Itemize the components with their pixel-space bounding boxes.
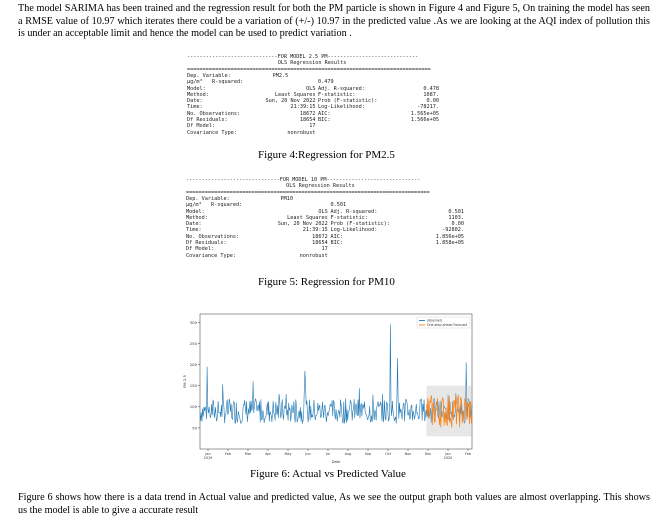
ols-row-value: Least Squares — [274, 91, 316, 98]
ols-row-value: 21:39:15 — [290, 104, 316, 111]
x-tick-label: 2019 — [203, 456, 213, 460]
ols-row-value-2: 1.856e+05 — [435, 233, 464, 240]
y-tick-label: 300 — [189, 319, 197, 325]
x-tick-label: Jan — [205, 452, 211, 456]
ols-row-label: Df Model: — [186, 246, 215, 253]
ols-rule: ============================================================================== — [186, 189, 430, 196]
x-tick-label: Sep — [364, 452, 372, 456]
ols-row-label: µg/m³ R-squared: — [187, 79, 244, 86]
figure-5-caption: Figure 5: Regression for PM10 — [258, 276, 395, 288]
ols-row-label-2: Adj. R-squared: — [330, 208, 378, 215]
ols-row-value: PM10 — [280, 195, 294, 202]
ols-row-label-2: Log-Likelihood: — [318, 104, 365, 111]
ols-row-label: Method: — [187, 91, 209, 98]
ols-row-label-2: Adj. R-squared: — [318, 85, 365, 92]
ols-row-label: Date: — [186, 221, 202, 228]
actual-vs-predicted-chart — [180, 308, 480, 466]
ols-banner: ------------------------------FOR MODEL 10 PM------------------------------ — [186, 177, 421, 183]
ols-row-value: Least Squares — [287, 214, 328, 221]
x-tick-label: Apr — [265, 452, 271, 456]
ols-row-label-2: Prob (F-statistic): — [330, 221, 390, 228]
ols-row-value: 17 — [309, 123, 316, 130]
y-axis-label: PM 2.5 — [182, 375, 187, 388]
ols-row-label-2: BIC: — [318, 117, 331, 123]
y-tick-label: 200 — [189, 362, 197, 368]
x-tick-label: Jun — [305, 452, 311, 456]
ols-row-label: Time: — [187, 104, 203, 111]
x-tick-label: Feb — [224, 452, 232, 456]
y-tick-label: 100 — [189, 404, 197, 410]
ols-row-value: 21:39:15 — [302, 227, 328, 234]
forecast-confidence-band — [426, 386, 472, 437]
ols-row-value: 17 — [321, 246, 328, 253]
ols-row-value-2: 1103. — [448, 214, 464, 221]
y-tick-label: 250 — [189, 340, 197, 346]
x-tick-label: Jan — [445, 452, 451, 456]
legend-label: observed — [427, 318, 442, 323]
figure-4-caption: Figure 4:Regression for PM2.5 — [258, 149, 395, 161]
ols-row-label-2: Prob (F-statistic): — [318, 98, 378, 105]
ols-row-value-2: 0.00 — [426, 98, 439, 105]
y-tick-label: 50 — [192, 425, 197, 431]
ols-rule: ============================================================================== — [187, 66, 431, 73]
ols-row-label: Covariance Type: — [187, 129, 237, 136]
ols-row-label-2: Log-Likelihood: — [330, 227, 378, 234]
ols-row-value: Sun, 20 Nov 2022 — [277, 221, 328, 228]
ols-row-value-2: 0.501 — [330, 202, 347, 209]
ols-row-label: Date: — [187, 98, 203, 105]
x-tick-label: Feb — [464, 452, 472, 456]
legend-label: One-step ahead Forecast — [427, 323, 467, 328]
ols-regression-pm10 — [186, 177, 464, 259]
x-tick-label: May — [284, 452, 292, 456]
ols-row-value: 18654 — [299, 117, 316, 123]
figure-6-caption: Figure 6: Actual vs Predicted Value — [250, 468, 406, 480]
x-tick-label: Mar — [244, 452, 252, 456]
ols-row-label: No. Observations: — [186, 233, 240, 240]
x-tick-label: Jul — [325, 452, 331, 456]
ols-row-value: nonrobust — [299, 252, 328, 259]
ols-row-label: Df Residuals: — [187, 117, 228, 123]
ols-row-label: Df Model: — [187, 123, 216, 130]
ols-row-value: OLS — [318, 208, 328, 215]
ols-title: OLS Regression Results — [277, 60, 347, 67]
y-tick-label: 150 — [189, 383, 197, 389]
ols-row-label: Covariance Type: — [186, 252, 236, 259]
ols-row-label: Dep. Variable: — [187, 72, 231, 79]
ols-title: OLS Regression Results — [286, 183, 355, 190]
ols-row-value-2: 1087. — [423, 91, 439, 98]
ols-row-label-2: BIC: — [330, 240, 344, 246]
ols-row-value: OLS — [306, 85, 316, 92]
ols-row-value-2: 0.00 — [451, 221, 464, 228]
ols-row-label-2: AIC: — [318, 110, 331, 117]
x-tick-label: Oct — [385, 452, 391, 456]
x-axis-label: Date — [331, 460, 341, 464]
ols-row-label: Method: — [186, 214, 208, 221]
ols-row-value-2: 1.858e+05 — [435, 240, 464, 246]
ols-row-value-2: 1.565e+05 — [410, 110, 439, 117]
ols-row-label: No. Observations: — [187, 110, 241, 117]
ols-row-label: Model: — [187, 85, 206, 92]
closing-paragraph: Figure 6 shows how there is a data trend in Actual value and predicted value, As we see the output graph both values are almost overlapping. This shows us the model is able to give a accurate result — [18, 492, 650, 516]
ols-row-value-2: 0.478 — [423, 85, 439, 92]
x-tick-label: 2020 — [443, 456, 453, 460]
ols-row-value-2: 0.479 — [318, 79, 334, 86]
ols-row-label-2: F-statistic: — [330, 214, 369, 221]
ols-row-value-2: 1.566e+05 — [410, 117, 439, 123]
intro-paragraph: The model SARIMA has been trained and the regression result for both the PM particle is shown in Figure 4 and Figure 5, On training the model has seen a RMSE value of 10.97 which iterates there could be a variation of (+/-) 10.97 in the predicted value .As we are looking at the AQI index of pollution this is under an acceptable limit and hence the model can be used to predict variation . — [18, 3, 650, 40]
ols-row-label-2: AIC: — [330, 233, 344, 240]
ols-row-value: 18672 — [312, 233, 328, 240]
ols-regression-pm25 — [187, 54, 439, 136]
ols-row-value: nonrobust — [287, 129, 316, 136]
ols-row-value-2: -92802. — [442, 227, 464, 234]
ols-row-label: Df Residuals: — [186, 240, 227, 246]
ols-row-label-2: F-statistic: — [318, 91, 356, 98]
x-tick-label: Nov — [404, 452, 412, 456]
ols-row-label: Model: — [186, 208, 205, 215]
x-tick-label: Aug — [344, 452, 352, 456]
x-tick-label: Dec — [424, 452, 432, 456]
ols-row-value-2: 0.501 — [448, 208, 464, 215]
ols-row-value-2: -78217. — [417, 104, 439, 111]
ols-banner: -----------------------------FOR MODEL 2.5 PM----------------------------- — [187, 54, 419, 60]
ols-row-value: 18672 — [299, 110, 316, 117]
ols-row-label: Dep. Variable: — [186, 195, 230, 202]
ols-row-value: Sun, 20 Nov 2022 — [265, 98, 316, 105]
ols-row-label: Time: — [186, 227, 202, 234]
ols-row-label: µg/m³ R-squared: — [186, 202, 243, 209]
ols-row-value: 18654 — [312, 240, 328, 246]
ols-row-value: PM2.5 — [272, 72, 289, 79]
